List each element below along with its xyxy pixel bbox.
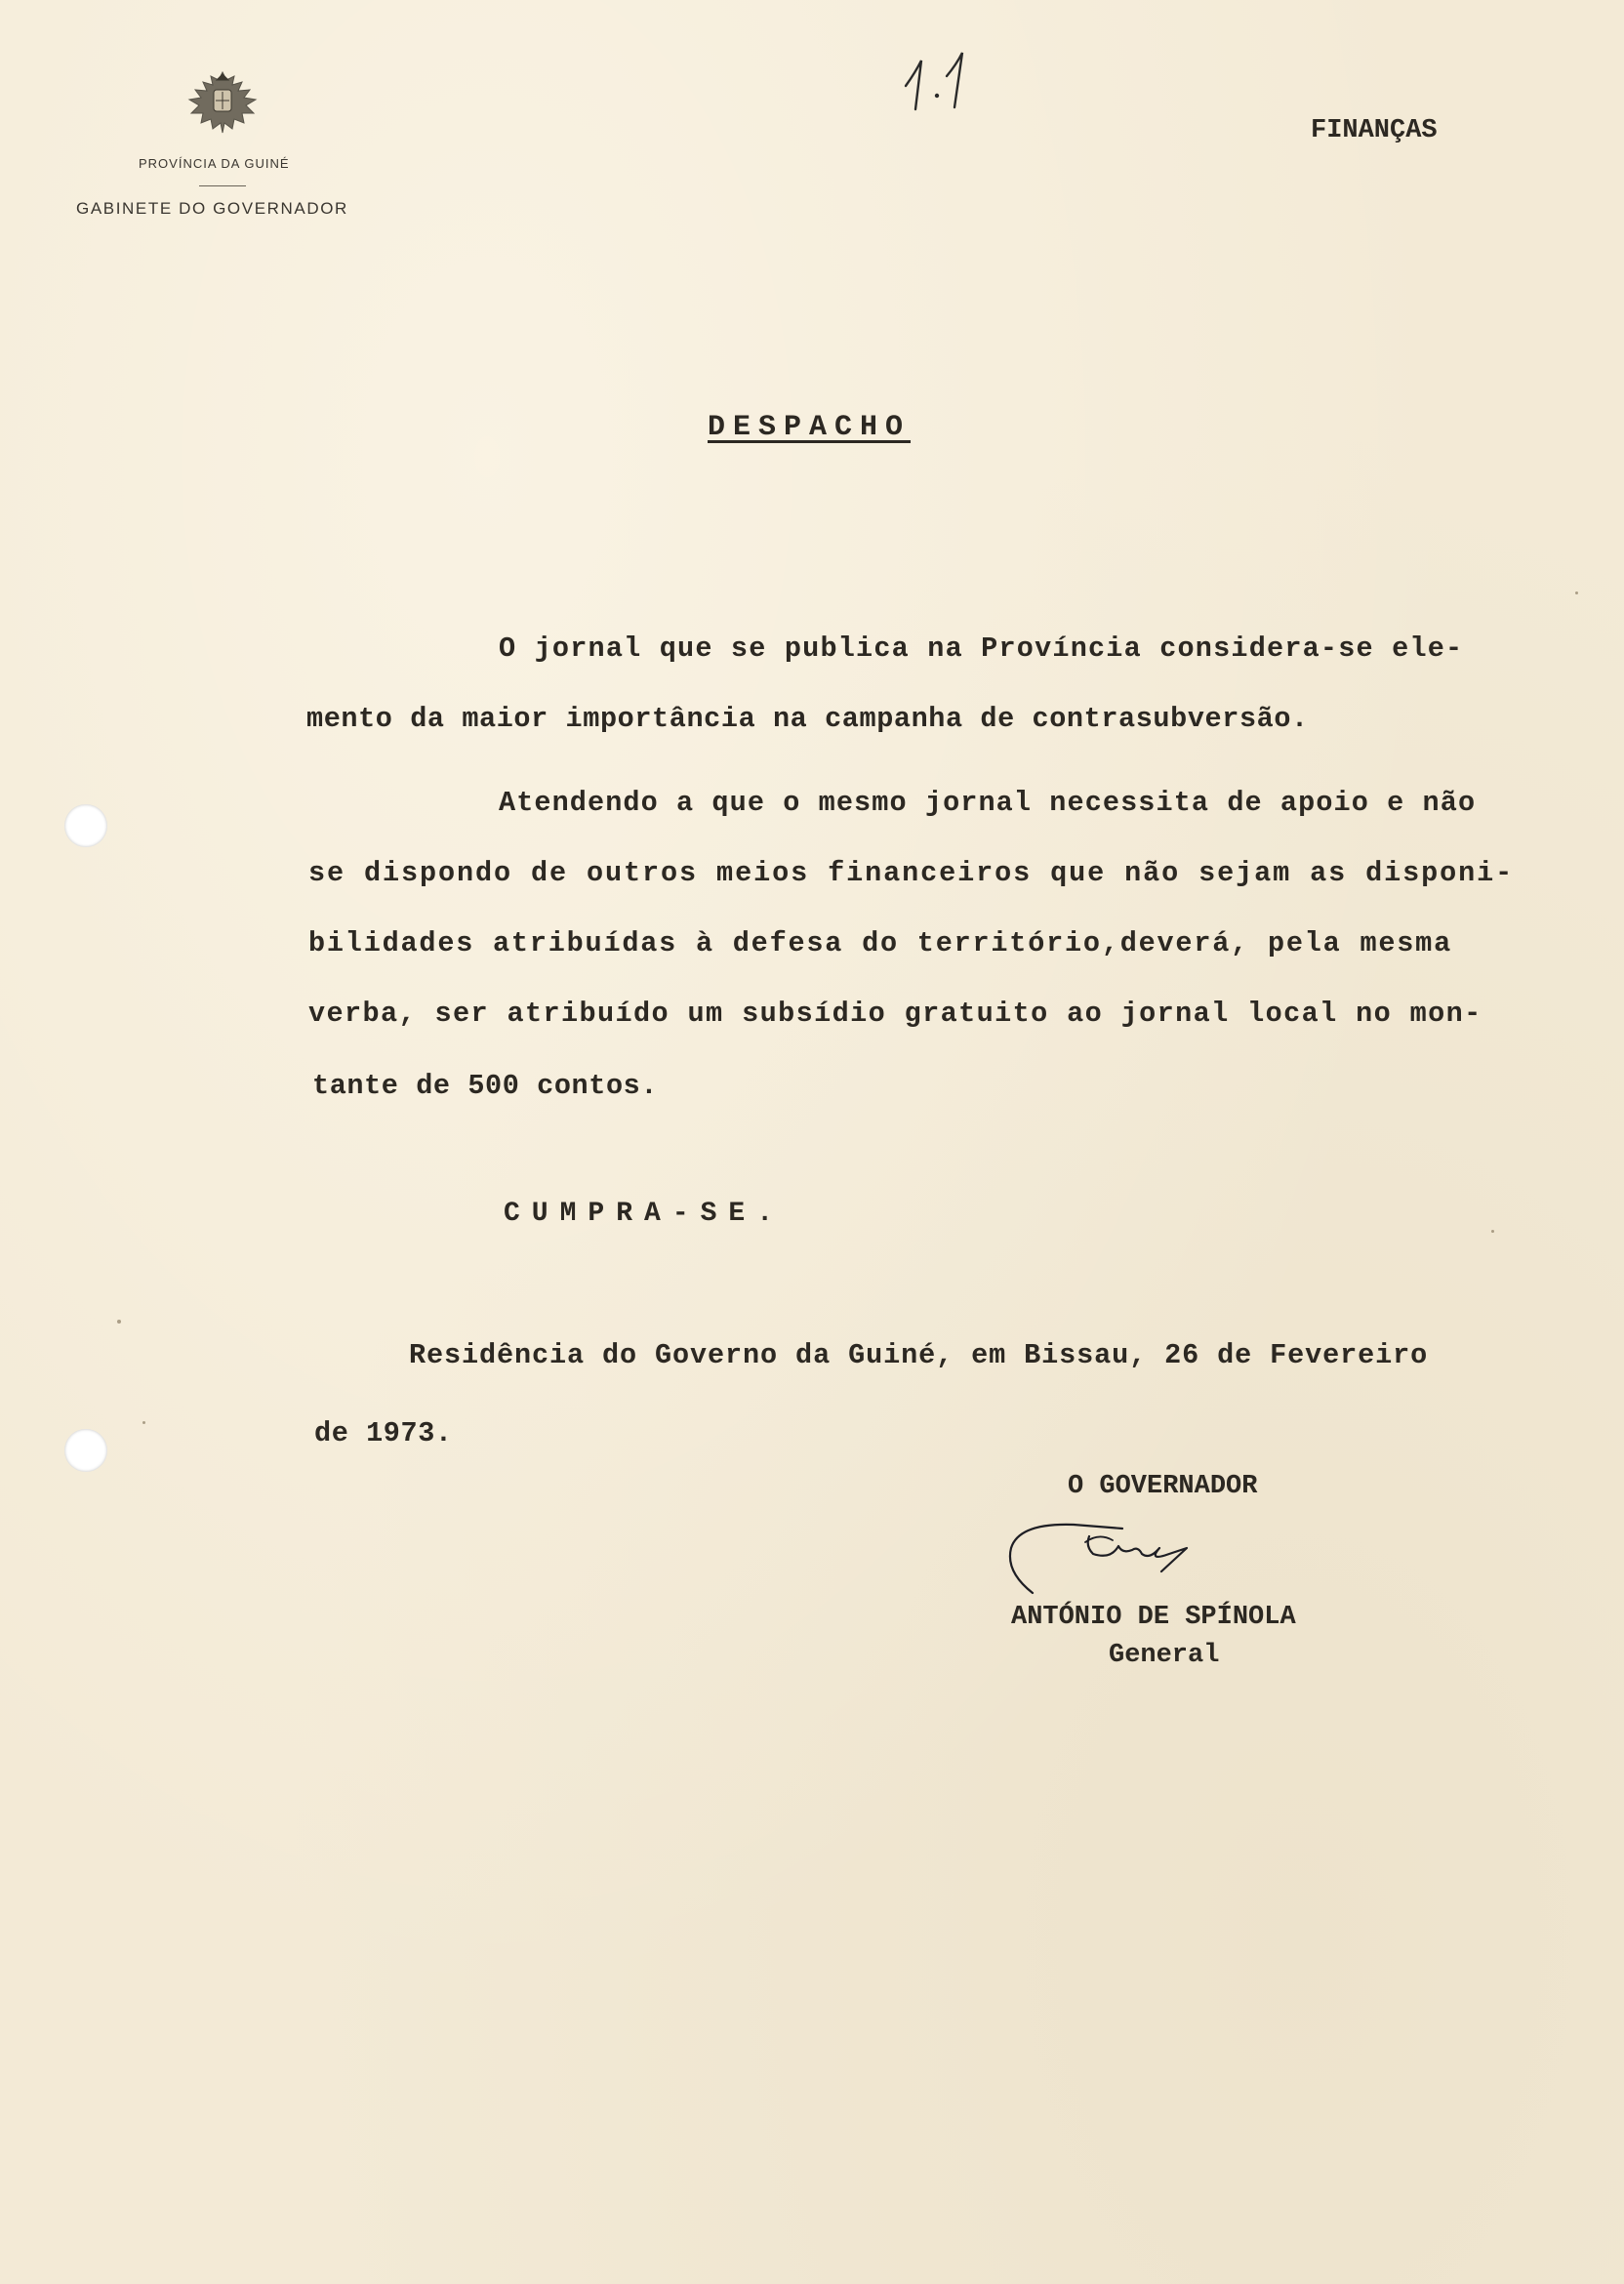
body-line-4: se dispondo de outros meios financeiros que não sejam as disponi- — [308, 857, 1515, 889]
letterhead-office: GABINETE DO GOVERNADOR — [76, 199, 348, 218]
paper-speck — [1491, 1230, 1494, 1233]
body-line-6: verba, ser atribuído um subsídio gratuito ao jornal local no mon- — [308, 998, 1482, 1030]
paper-speck — [142, 1421, 145, 1424]
paper-speck — [1575, 591, 1578, 594]
place-date-line-2: de 1973. — [314, 1417, 453, 1449]
body-line-5: bilidades atribuídas à defesa do território,deverá, pela mesma — [308, 927, 1452, 959]
department-label: FINANÇAS — [1311, 116, 1438, 145]
punch-hole-bottom — [64, 1429, 107, 1472]
handwritten-note-text: 1.1 — [898, 37, 900, 38]
body-line-2: mento da maior importância na campanha de contrasubversão. — [306, 703, 1309, 735]
signatory-name: ANTÓNIO DE SPÍNOLA — [1011, 1603, 1296, 1632]
letterhead-divider — [199, 185, 246, 186]
handwritten-page-number — [898, 37, 995, 115]
body-line-7: tante de 500 contos. — [312, 1070, 659, 1102]
signatory-role: O GOVERNADOR — [1068, 1472, 1258, 1501]
document-title: DESPACHO — [708, 411, 912, 444]
body-line-3: Atendendo a que o mesmo jornal necessita de apoio e não — [499, 787, 1477, 819]
coat-of-arms-icon — [182, 68, 264, 139]
body-line-1: O jornal que se publica na Província considera-se ele- — [499, 632, 1464, 665]
place-date-line-1: Residência do Governo da Guiné, em Bissau, 26 de Fevereiro — [409, 1339, 1429, 1371]
order-statement: CUMPRA-SE. — [504, 1199, 786, 1229]
punch-hole-top — [64, 804, 107, 847]
letterhead-province: PROVÍNCIA DA GUINÉ — [139, 156, 290, 171]
handwritten-signature — [995, 1503, 1210, 1601]
paper-speck — [117, 1320, 121, 1324]
signatory-rank: General — [1109, 1641, 1220, 1670]
